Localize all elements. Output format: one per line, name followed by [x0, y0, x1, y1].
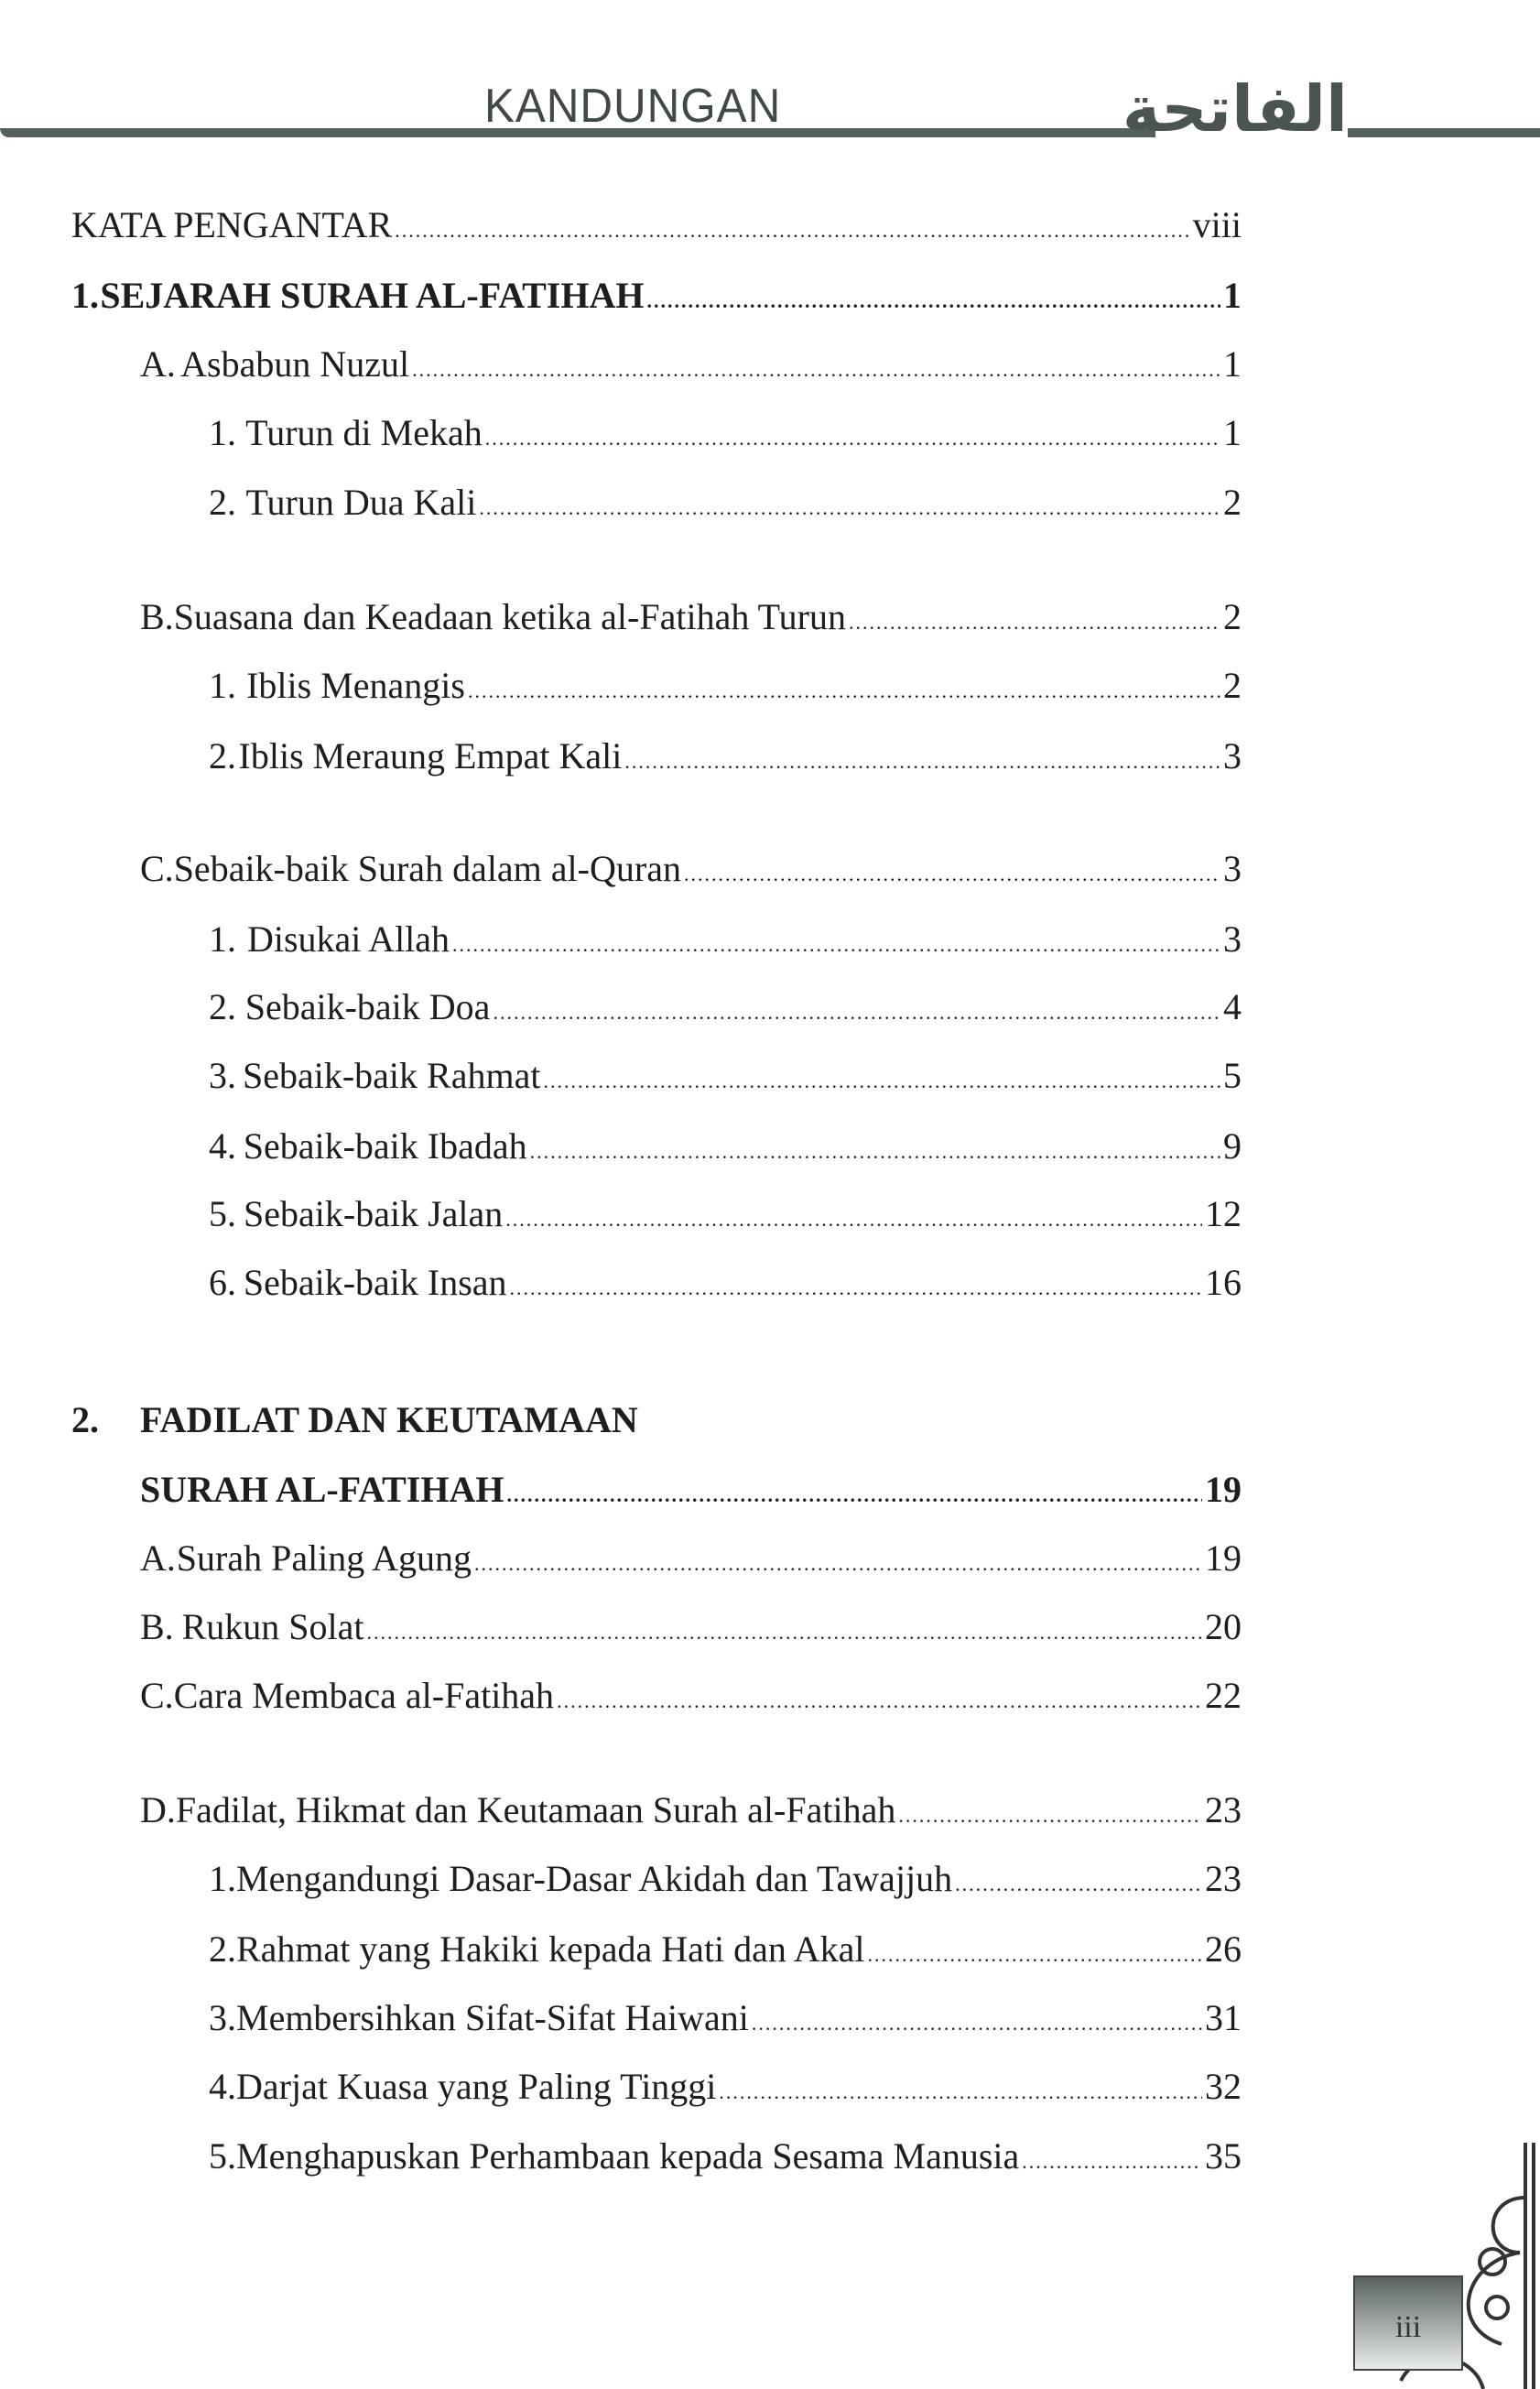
- toc-entry-title: SEJARAH SURAH AL-FATIHAH: [100, 275, 645, 316]
- dot-leader: [485, 416, 1220, 462]
- toc-entry-title: Cara Membaca al-Fatihah: [173, 1675, 555, 1716]
- toc-entry[interactable]: [209, 1260, 1242, 1311]
- toc-entry-number: A.: [140, 343, 176, 385]
- toc-entry-title: Sebaik-baik Jalan: [244, 1193, 504, 1234]
- toc-entry-number: 5.: [209, 2135, 236, 2177]
- toc-entry-number: 1.: [71, 275, 99, 316]
- toc-entry-page: 19: [1205, 1537, 1242, 1579]
- toc-entry-title: Sebaik-baik Surah dalam al-Quran: [173, 848, 681, 889]
- toc-entry-page: 1: [1223, 275, 1242, 316]
- toc-entry[interactable]: [209, 2134, 1242, 2185]
- toc-entry[interactable]: [209, 1053, 1242, 1104]
- toc-entry-page: 2: [1223, 596, 1242, 637]
- toc-entry[interactable]: [71, 1397, 1242, 1443]
- toc-entry-title: Turun Dua Kali: [245, 482, 477, 523]
- toc-entry[interactable]: [209, 2064, 1242, 2115]
- toc-entry-number: B.: [140, 596, 174, 637]
- toc-entry-title: Iblis Meraung Empat Kali: [238, 735, 623, 776]
- toc-entry-number: 2.: [209, 1928, 236, 1970]
- dot-leader: [367, 1610, 1202, 1656]
- dot-leader: [1022, 2139, 1202, 2185]
- toc-entry-page: 3: [1223, 735, 1242, 776]
- toc-entry-title: Asbabun Nuzul: [180, 343, 410, 385]
- dot-leader: [955, 1862, 1202, 1907]
- dot-leader: [452, 922, 1220, 968]
- toc-entry-number: 1.: [209, 1858, 236, 1899]
- toc-entry-page: 23: [1205, 1858, 1242, 1899]
- toc-entry-title: Rahmat yang Hakiki kepada Hati dan Akal: [236, 1928, 865, 1970]
- toc-entry-page: 35: [1205, 2135, 1242, 2177]
- toc-entry-number: D.: [140, 1789, 176, 1830]
- dot-leader: [849, 600, 1220, 646]
- toc-entry[interactable]: [140, 1467, 1242, 1518]
- toc-entry-title: Sebaik-baik Ibadah: [243, 1125, 527, 1167]
- toc-entry-title: Suasana dan Keadaan ketika al-Fatihah Turun: [173, 596, 846, 637]
- toc-entry[interactable]: [209, 1927, 1242, 1978]
- toc-entry[interactable]: [71, 273, 1242, 324]
- toc-entry[interactable]: [209, 1995, 1242, 2047]
- toc-entry[interactable]: [209, 917, 1242, 968]
- toc-entry-title: Rukun Solat: [181, 1606, 364, 1647]
- toc-entry[interactable]: [209, 1191, 1242, 1243]
- page-title: KANDUNGAN: [484, 80, 782, 133]
- toc-entry-page: 1: [1223, 343, 1242, 385]
- toc-entry-page: 31: [1205, 1997, 1242, 2038]
- dot-leader: [468, 668, 1220, 714]
- toc-entry-page: 12: [1205, 1193, 1242, 1234]
- toc-entry-page: 19: [1205, 1469, 1242, 1510]
- toc-entry-number: 2.: [209, 482, 236, 523]
- toc-entry-title: SURAH AL-FATIHAH: [140, 1469, 504, 1510]
- toc-entry-page: 20: [1205, 1606, 1242, 1647]
- dot-leader: [624, 739, 1220, 785]
- toc-entry-page: 32: [1205, 2066, 1242, 2107]
- toc-entry-title: Darjat Kuasa yang Paling Tinggi: [236, 2066, 717, 2107]
- dot-leader: [719, 2069, 1202, 2115]
- toc-entry-page: 9: [1223, 1125, 1242, 1167]
- toc-entry-number: 4.: [209, 1125, 236, 1167]
- arabic-logo: الفاتحة: [1122, 71, 1348, 147]
- toc-entry-page: 16: [1205, 1262, 1242, 1303]
- toc-entry-page: viii: [1192, 204, 1242, 245]
- dot-leader: [493, 990, 1220, 1036]
- toc-entry-number: 1.: [209, 918, 236, 960]
- toc-entry-title: Sebaik-baik Doa: [244, 986, 491, 1027]
- toc-entry-number: A.: [140, 1537, 176, 1579]
- dot-leader: [505, 1197, 1202, 1243]
- toc-entry-number: C.: [140, 848, 174, 889]
- toc-entry-title: Iblis Menangis: [246, 665, 465, 706]
- toc-entry-number: 4.: [209, 2066, 236, 2107]
- toc-entry-title: Membersihkan Sifat-Sifat Haiwani: [236, 1997, 749, 2038]
- dot-leader: [867, 1932, 1202, 1978]
- toc-entry[interactable]: [140, 846, 1242, 897]
- dot-leader: [530, 1129, 1220, 1175]
- dot-leader: [395, 208, 1189, 254]
- toc-entry[interactable]: [140, 594, 1242, 646]
- toc-entry[interactable]: [71, 202, 1242, 254]
- dot-leader: [474, 1541, 1202, 1587]
- dot-leader: [752, 2001, 1202, 2047]
- toc-entry[interactable]: [140, 1673, 1242, 1724]
- toc-entry[interactable]: [140, 1536, 1242, 1587]
- toc-entry-title: KATA PENGANTAR: [71, 204, 393, 245]
- toc-entry-title: Mengandungi Dasar-Dasar Akidah dan Tawajjuh: [236, 1858, 953, 1899]
- toc-entry-title: Sebaik-baik Rahmat: [242, 1055, 541, 1096]
- toc-entry-number: C.: [140, 1675, 174, 1716]
- toc-entry[interactable]: [209, 1856, 1242, 1907]
- toc-entry-page: 2: [1223, 665, 1242, 706]
- toc-entry[interactable]: [140, 1604, 1242, 1656]
- toc-entry[interactable]: [209, 410, 1242, 462]
- dot-leader: [543, 1059, 1220, 1104]
- toc-entry-page: 23: [1205, 1789, 1242, 1830]
- toc-entry-page: 3: [1223, 918, 1242, 960]
- toc-entry-title: Turun di Mekah: [245, 412, 483, 453]
- toc-entry-title: Menghapuskan Perhambaan kepada Sesama Manusia: [236, 2135, 1020, 2177]
- toc-entry-page: 26: [1205, 1928, 1242, 1970]
- toc-entry[interactable]: [209, 663, 1242, 714]
- dot-leader: [646, 278, 1220, 324]
- toc-entry-number: 1.: [209, 665, 236, 706]
- toc-entry-number: 3.: [209, 1055, 236, 1096]
- toc-entry-number: 6.: [209, 1262, 236, 1303]
- toc-entry-page: 4: [1223, 986, 1242, 1027]
- toc-entry-page: 5: [1223, 1055, 1242, 1096]
- toc-entry-title: FADILAT DAN KEUTAMAAN: [140, 1399, 638, 1440]
- toc-entry-title: Surah Paling Agung: [176, 1537, 472, 1579]
- dot-leader: [684, 852, 1220, 897]
- toc-entry[interactable]: [140, 1787, 1242, 1839]
- toc-entry-number: B.: [140, 1606, 174, 1647]
- toc-entry-title: Disukai Allah: [246, 918, 450, 960]
- toc-entry-number: 1.: [209, 412, 236, 453]
- toc-entry-page: 1: [1223, 412, 1242, 453]
- toc-entry-number: 2.: [209, 986, 236, 1027]
- dot-leader: [479, 485, 1220, 531]
- dot-leader: [412, 347, 1220, 393]
- toc-entry-page: 22: [1205, 1675, 1242, 1716]
- toc-entry[interactable]: [209, 480, 1242, 531]
- dot-leader: [506, 1472, 1202, 1518]
- toc-entry[interactable]: [209, 1124, 1242, 1175]
- toc-entry-title: Fadilat, Hikmat dan Keutamaan Surah al-Fatihah: [175, 1789, 896, 1830]
- toc-entry-page: 2: [1223, 482, 1242, 523]
- toc-entry-title: Sebaik-baik Insan: [243, 1262, 507, 1303]
- dot-leader: [510, 1265, 1202, 1311]
- dot-leader: [557, 1678, 1202, 1724]
- toc-entry-page: 3: [1223, 848, 1242, 889]
- toc-entry[interactable]: [209, 733, 1242, 785]
- dot-leader: [898, 1793, 1202, 1839]
- toc-entry-number: 5.: [209, 1193, 236, 1234]
- toc-entry-number: 2.: [209, 735, 236, 776]
- toc-entry-number: 2.: [71, 1399, 99, 1440]
- toc-entry-number: 3.: [209, 1997, 236, 2038]
- toc-entry[interactable]: [209, 984, 1242, 1036]
- toc-entry[interactable]: [140, 342, 1242, 393]
- page-number: iii: [1353, 2275, 1463, 2371]
